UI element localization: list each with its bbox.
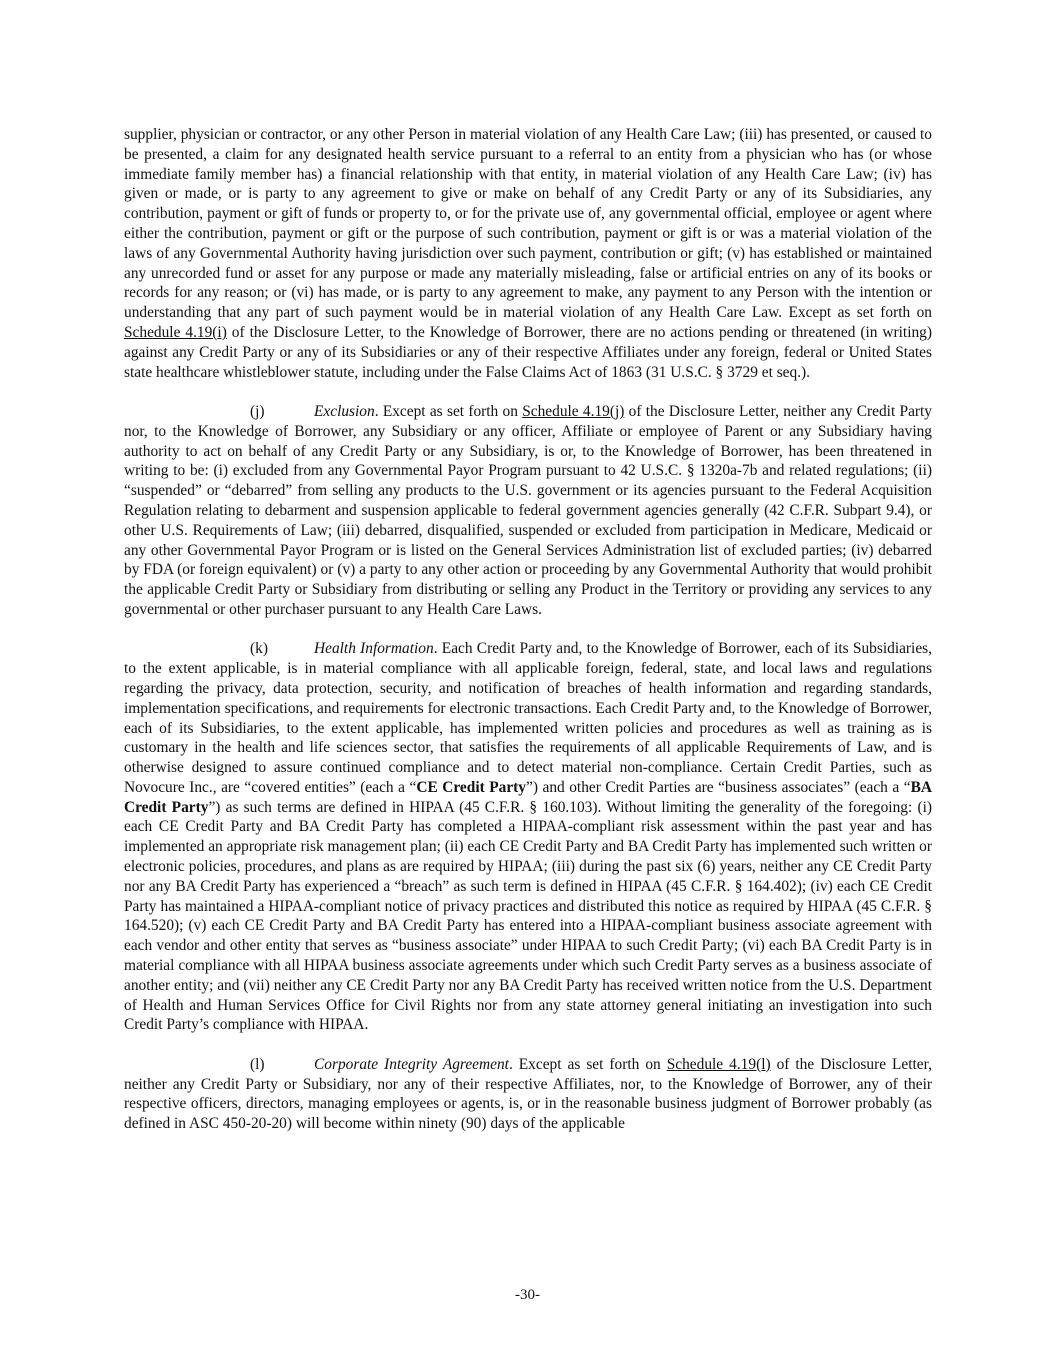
paragraph-continuation [124, 125, 932, 382]
paragraph-text: of the Disclosure Letter, neither any Credit Party nor, to the Knowledge of Borrower, any Subsidiary or any officer, Affiliate or employee of Parent or any Subsidiary having authority to act on behalf of any Credit Party or any Subsidiary, is or, to the Knowledge of Borrower, has been threatened in writing to be: (i) excluded from any Governmental Payor Program pursuant to 42 U.S.C. § 1320a-7b and related regulations; (ii) “suspended” or “debarred” from selling any products to the U.S. government or its agencies pursuant to the Federal Acquisition Regulation relating to debarment and suspension applicable to federal government agencies generally (42 C.F.R. Subpart 9.4), or other U.S. Requirements of Law; (iii) debarred, disqualified, suspended or excluded from participation in Medicare, Medicaid or any other Governmental Payor Program or is listed on the General Services Administration list of excluded parties; (iv) debarred by FDA (or foreign equivalent) or (v) a party to any other action or proceeding by any Governmental Authority that would prohibit the applicable Credit Party or Subsidiary from distributing or selling any Product in the Territory or providing any services to any governmental or other purchaser pursuant to any Health Care Laws. [124, 402, 932, 618]
paragraph-text: of the Disclosure Letter, to the Knowledge of Borrower, there are no actions pending or threatened (in writing) against any Credit Party or any of its Subsidiaries or any of their respective Affiliates under any foreign, federal or United States state healthcare whistleblower statute, including under the False Claims Act of 1863 (31 U.S.C. § 3729 et seq.). [124, 323, 932, 381]
defined-term: BA Credit Party [124, 778, 932, 816]
paragraph-text: . Except as set forth on [374, 402, 523, 420]
section-label: (j) [250, 402, 265, 420]
paragraph-text: of the Disclosure Letter, neither any Credit Party or Subsidiary, nor any of their respective Affiliates, nor, to the Knowledge of Borrower, any of their respective officers, directors, managing employees or agents, is, or in the reasonable business judgment of Borrower probably (as defined in ASC 450-20-20) will become within ninety (90) days of the applicable [124, 1055, 932, 1133]
schedule-reference: Schedule 4.19(l) [666, 1055, 771, 1073]
section-label: (k) [250, 640, 268, 658]
paragraph-text: ”) and other Credit Parties are “business associates” (each a “ [526, 778, 911, 796]
section-heading: Corporate Integrity Agreement [314, 1055, 509, 1073]
section-label: (l) [250, 1055, 265, 1073]
page-number: -30- [515, 1287, 540, 1303]
section-heading: Exclusion [314, 402, 375, 420]
paragraph-text: ”) as such terms are defined in HIPAA (45 C.F.R. § 160.103). Without limiting the generality of the foregoing: (i) each CE Credit Party and BA Credit Party has completed a HIPAA-compliant risk assessment within the past year and has implemented an appropriate risk management plan; (ii) each CE Credit Party and BA Credit Party has implemented such written or electronic policies, procedures, and plans as are required by HIPAA; (iii) during the past six (6) years, neither any CE Credit Party nor any BA Credit Party has experienced a “breach” as such term is defined in HIPAA (45 C.F.R. § 164.402); (iv) each CE Credit Party has maintained a HIPAA-compliant notice of privacy practices and distributed this notice as required by HIPAA (45 C.F.R. § 164.520); (v) each CE Credit Party and BA Credit Party has entered into a HIPAA-compliant business associate agreement with each vendor and other entity that serves as “business associate” under HIPAA to such Credit Party; (vi) each BA Credit Party is in material compliance with all HIPAA business associate agreements under which such Credit Party serves as a business associate of another entity; and (vii) neither any CE Credit Party nor any BA Credit Party has received written notice from the U.S. Department of Health and Human Services Office for Civil Rights nor from any state attorney general initiating an investigation into such Credit Party’s compliance with HIPAA. [124, 798, 932, 1034]
defined-term: CE Credit Party [416, 778, 526, 796]
schedule-reference: Schedule 4.19(i) [124, 323, 227, 341]
section-k-paragraph [124, 639, 932, 1035]
schedule-reference: Schedule 4.19(j) [522, 402, 625, 420]
document-body [124, 125, 932, 1154]
section-j-paragraph [124, 402, 932, 620]
paragraph-text: . Except as set forth on [508, 1055, 667, 1073]
paragraph-text: supplier, physician or contractor, or any other Person in material violation of any Health Care Law; (iii) has presented, or caused to be presented, a claim for any designated health service pursuant to a referral to an entity from a physician who has (or whose immediate family member has) a financial relationship with that entity, in material violation of any Health Care Law; (iv) has given or made, or is party to any agreement to give or make on behalf of any Credit Party or any of its Subsidiaries, any contribution, payment or gift of funds or property to, or for the private use of, any governmental official, employee or agent where either the contribution, payment or gift or the purpose of such contribution, payment or gift is or was a material violation of the laws of any Governmental Authority having jurisdiction over such payment, contribution or gift; (v) has established or maintained any unrecorded fund or asset for any purpose or made any materially misleading, false or artificial entries on any of its books or records for any reason; or (vi) has made, or is party to any agreement to make, any payment to any Person with the intention or understanding that any part of such payment would be in material violation of any Health Care Law. Except as set forth on [124, 126, 932, 322]
section-l-paragraph [124, 1055, 932, 1134]
paragraph-text: . Each Credit Party and, to the Knowledge of Borrower, each of its Subsidiaries, to the extent applicable, is in material compliance with all applicable foreign, federal, state, and local laws and regulations regarding the privacy, data protection, security, and notification of breaches of health information and regarding standards, implementation specifications, and requirements for electronic transactions. Each Credit Party and, to the Knowledge of Borrower, each of its Subsidiaries, to the extent applicable, has implemented written policies and procedures as well as training as is customary in the health and life sciences sector, that satisfies the requirements of all applicable Requirements of Law, and is otherwise designed to assure continued compliance and to detect material non-compliance. Certain Credit Parties, such as Novocure Inc., are “covered entities” (each a “ [124, 640, 932, 796]
section-heading: Health Information [314, 640, 434, 658]
